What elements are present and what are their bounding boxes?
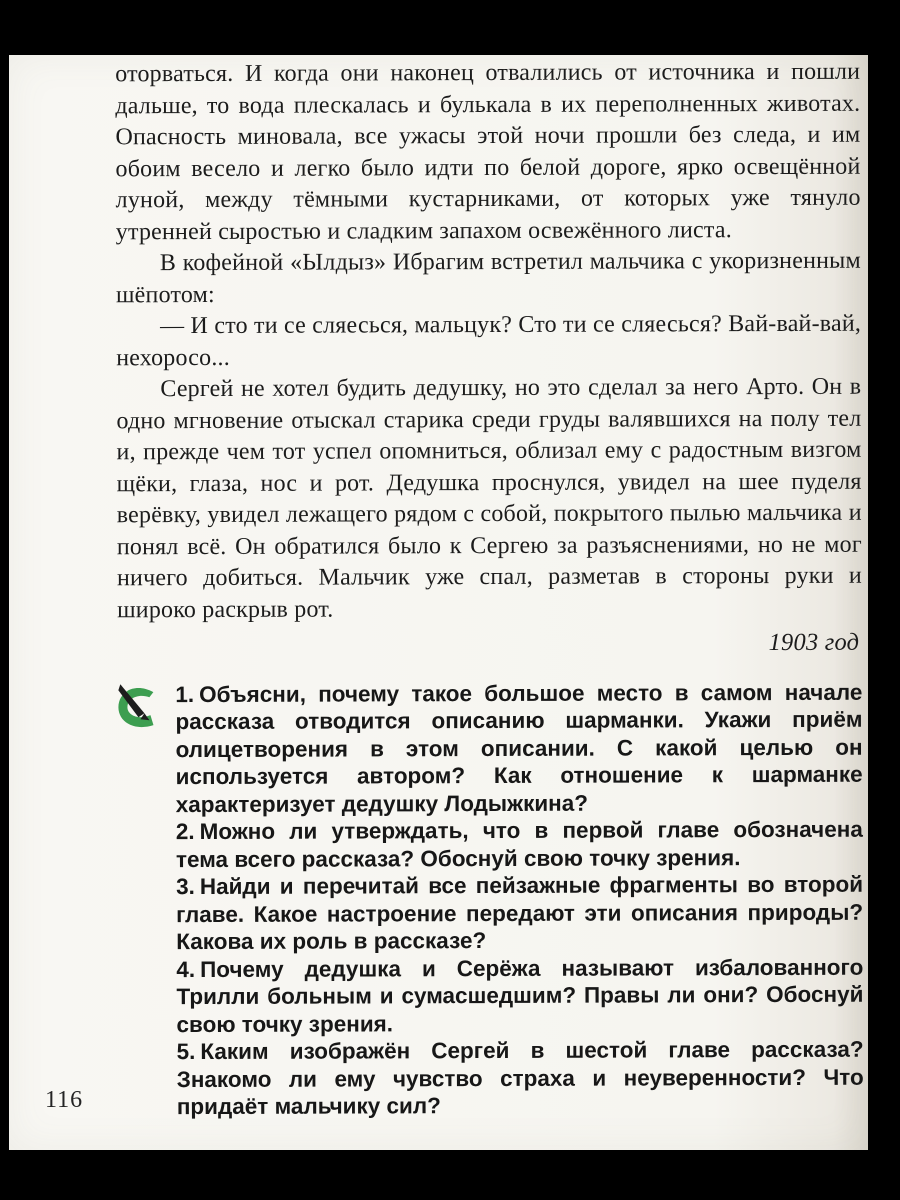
question-text: Объясни, почему такое большое место в самом начале рассказа отводится описанию шарманки. Укажи приём олицетворения в этом описании. С какой целью он используется автором? Как отношение к шарманке характеризует дедушку Лодыжкина? [175,679,863,817]
question-item [176,953,863,1038]
story-paragraph: — И сто ти се сляесься, мальцук? Сто ти се сляесься? Вай-вай-вай, нехоросо... [116,310,862,371]
question-item [175,678,862,818]
writing-task-icon [113,681,161,733]
page-number: 116 [45,1087,84,1113]
question-number: 3. [175,874,195,900]
question-item [176,816,863,873]
book-page [9,55,868,1150]
story-paragraph: оторваться. И когда они наконец отвалились от источника и пошли дальше, то вода плескалась и булькала в их переполненных животах. Опасность миновала, все ужасы этой ночи прошли без следа, и им обоим весело и легко было идти по белой дороге, ярко освещённой луной, между тёмными кустарниками, от которых уже тянуло утренней сыростью и сладким запахом освежённого листа. [115,58,861,245]
story-date-line: 1903 год [768,628,860,657]
story-paragraph: В кофейной «Ылдыз» Ибрагим встретил мальчика с укоризненным шёпотом: [115,247,861,308]
text-column [115,57,864,1121]
question-text: Найди и перечитай все пейзажные фрагменты во второй главе. Какое настроение передают эти описания природы? Какова их роль в рассказе? [176,871,864,955]
question-number: 1. [175,681,195,707]
question-text: Можно ли утверждать, что в первой главе обозначена тема всего рассказа? Обоснуй свою точку зрения. [175,816,863,872]
question-item [176,871,863,956]
question-number: 4. [176,956,196,982]
question-number: 5. [176,1039,196,1065]
question-text: Почему дедушка и Серёжа называют избалованного Трилли больным и сумасшедшим? Правы ли они? Обоснуй свою точку зрения. [176,954,864,1037]
story-paragraph: Сергей не хотел будить дедушку, но это сделал за него Арто. Он в одно мгновение отыскал старика среди груды валявшихся на полу тел и, прежде чем тот успел опомниться, облизал ему с радостным визгом щёки, глаза, нос и рот. Дедушка проснулся, увидел на шее пуделя верёвку, увидел лежащего рядом с собой, покрытого пылью мальчика и понял всё. Он обратился было к Сергею за разъяснениями, но не мог ничего добиться. Мальчик уже спал, разметав в стороны руки и широко раскрыв рот. [116,373,863,623]
question-text: Каким изображён Сергей в шестой главе рассказа? Знакомо ли ему чувство страха и неуверенности? Что придаёт мальчику сил? [176,1036,864,1120]
questions-block [175,678,864,1120]
question-item [177,1036,864,1121]
question-number: 2. [175,819,195,845]
